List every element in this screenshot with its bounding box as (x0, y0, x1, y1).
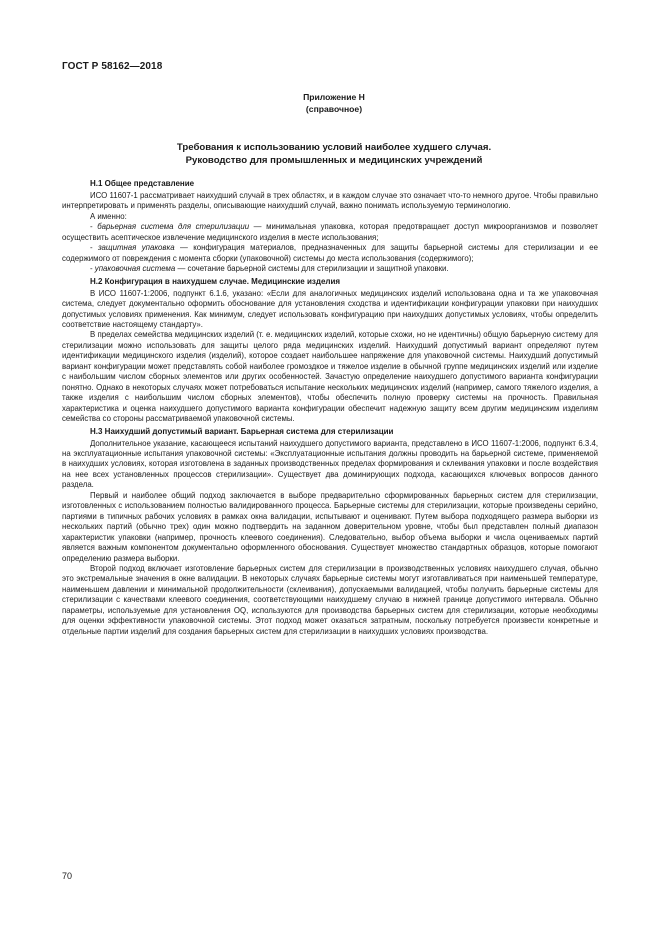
title-line-1: Требования к использованию условий наиболее худшего случая. (176, 142, 492, 153)
paragraph: ИСО 11607-1 рассматривает наихудший случай в трех областях, и в каждом случае это означает что-то немного другое. Чтобы правильно интерпретировать и применять разделы, описывающие наихудший случай, важно понимать используемую терминологию. (62, 191, 598, 211)
appendix-title (62, 141, 606, 167)
definition-text: — сочетание барьерной системы для стерилизации и защитной упаковки. (175, 264, 449, 274)
appendix-heading (62, 92, 606, 115)
section-heading: Н.2 Конфигурация в наихудшем случае. Медицинские изделия (90, 276, 341, 286)
title-line-2: Руководство для промышленных и медицинских учреждений (185, 155, 483, 166)
page-number: 70 (62, 871, 73, 881)
paragraph: Дополнительное указание, касающееся испытаний наихудшего допустимого варианта, представлено в ИСО 11607-1:2006, подпункт 6.3.4, на эксплуатационные испытания упаковочной системы: «Эксплуатационные испытания должны проводить на барьерной системе, применяемой в наихудших условиях, которая изготовлена в заданных производственных пределах формирования и склеивания упаковки и после воздействия на нее всех установленных процессов стерилизации». Существует два доминирующих подхода, касающихся ключевых вопросов данного раздела. (62, 438, 598, 490)
definition-item: - защитная упаковка — конфигурация материалов, предназначенных для защиты барьерной системы для стерилизации и ее содержимого от повреждения с момента сборки (упаковочной) системы до места использования (содержимого); (62, 243, 598, 263)
definition-item: - барьерная система для стерилизации — минимальная упаковка, которая предотвращает доступ микроорганизмов и позволяет осуществить асептическое извлечение медицинского изделия в месте использования; (62, 222, 599, 242)
paragraph: В ИСО 11607-1:2006, подпункт 6.1.6, указано: «Если для аналогичных медицинских изделий использована одна и та же упаковочная система, следует документально оформить обоснование для установления сходства и идентификации конфигурации упаковки при наихудших допустимых условиях применения. Как минимум, следует использовать конфигурацию при наихудших допустимых условиях, чтобы определить соответствие настоящему стандарту». (62, 288, 598, 329)
section-heading: Н.3 Наихудший допустимый вариант. Барьерная система для стерилизации (90, 426, 394, 436)
paragraph: Второй подход включает изготовление барьерных систем для стерилизации в производственных условиях наихудшего случая, обычно это экстремальные значения в окне валидации. В некоторых случаях барьерные системы могут изготавливаться при наименьшей температуре, наименьшем давлении и минимальной продолжительности (склеивания), допускаемыми валидацией, чтобы получить барьерные системы для стерилизации с качествами клеевого соединения, соответствующими наихудшему случаю в нижней границе допустимого интервала. Обычно параметры, используемые для установления OQ, используются для производства барьерных систем для стерилизации, которые необходимы для оценки эффективности упаковочной системы. Этот подход может оказаться затратным, поскольку потребуется произвести конкретные и отдельные партии изделий для создания барьерных систем для стерилизации в наихудших условиях производства. (62, 563, 598, 636)
paragraph: А именно: (90, 211, 127, 221)
defined-term: защитная упаковка (98, 243, 175, 253)
appendix-label: Приложение Н (303, 92, 365, 102)
defined-term: барьерная система для стерилизации (97, 222, 250, 232)
definition-text: — конфигурация материалов, предназначенных для защиты барьерной системы для стерилизации и ее содержимого от повреждения с момента сборки (упаковочной) системы до места использования (содержимого); (62, 243, 598, 263)
defined-term: упаковочная система (94, 264, 176, 274)
paragraph: Первый и наиболее общий подход заключается в выборе предварительно сформированных барьерных систем для стерилизации, изготовленных с использованием полностью валидированного процесса. Барьерные системы для стерилизации, которые произведены серийно, партиями в типичных рабочих условиях в рамках окна валидации, испытывают и оценивают. Путем выбора подходящего размера выборки из нескольких партий (обычно трех) один можно подтвердить на заданном доверительном уровне, чтобы был представлен полный диапазон характеристик упаковки (например, прочность клеевого соединения). Следовательно, выбор объема выборки и числа оцениваемых партий является важным компонентом документально оформленного обоснования. Существует множество стандартных образцов, которые помогают определению размера выборки. (62, 490, 598, 563)
paragraph: В пределах семейства медицинских изделий (т. е. медицинских изделий, которые схожи, но не идентичны) общую барьерную систему для стерилизации можно использовать для защиты целого ряда медицинских изделий. Наихудший допустимый вариант определяют путем идентификации медицинского изделия (изделий), которое создает наибольшее напряжение для упаковочной системы. Наихудший допустимый вариант конфигурации может представлять собой наиболее громоздкое и тяжелое изделие в обычной группе медицинских изделий или изделие с наибольшим числом сборных элементов или других особенностей. Зачастую определение наихудшего допустимого варианта конфигурации понятно. Однако в некоторых случаях может потребоваться испытание нескольких медицинских изделий (например, самого тяжелого изделия, а также изделия с наибольшим числом сборных элементов), чтобы обеспечить полную проверку системы на прочность. Правильная характеристика и оценка наихудшего допустимого варианта конфигурации обеспечит надежную защиту всем другим медицинским изделиям семейства со стороны рассматриваемой упаковочной системы. (62, 330, 598, 424)
document-body (62, 177, 598, 637)
standard-number: ГОСТ Р 58162—2018 (62, 61, 163, 72)
section-heading: Н.1 Общее представление (90, 179, 195, 188)
definition-text: — минимальная упаковка, которая предотвращает доступ микроорганизмов и позволяет осуществить асептическое извлечение медицинского изделия в месте использования; (62, 222, 599, 242)
definition-item: - упаковочная система — сочетание барьерной системы для стерилизации и защитной упаковки. (90, 264, 449, 274)
appendix-type: (справочное) (305, 103, 363, 114)
